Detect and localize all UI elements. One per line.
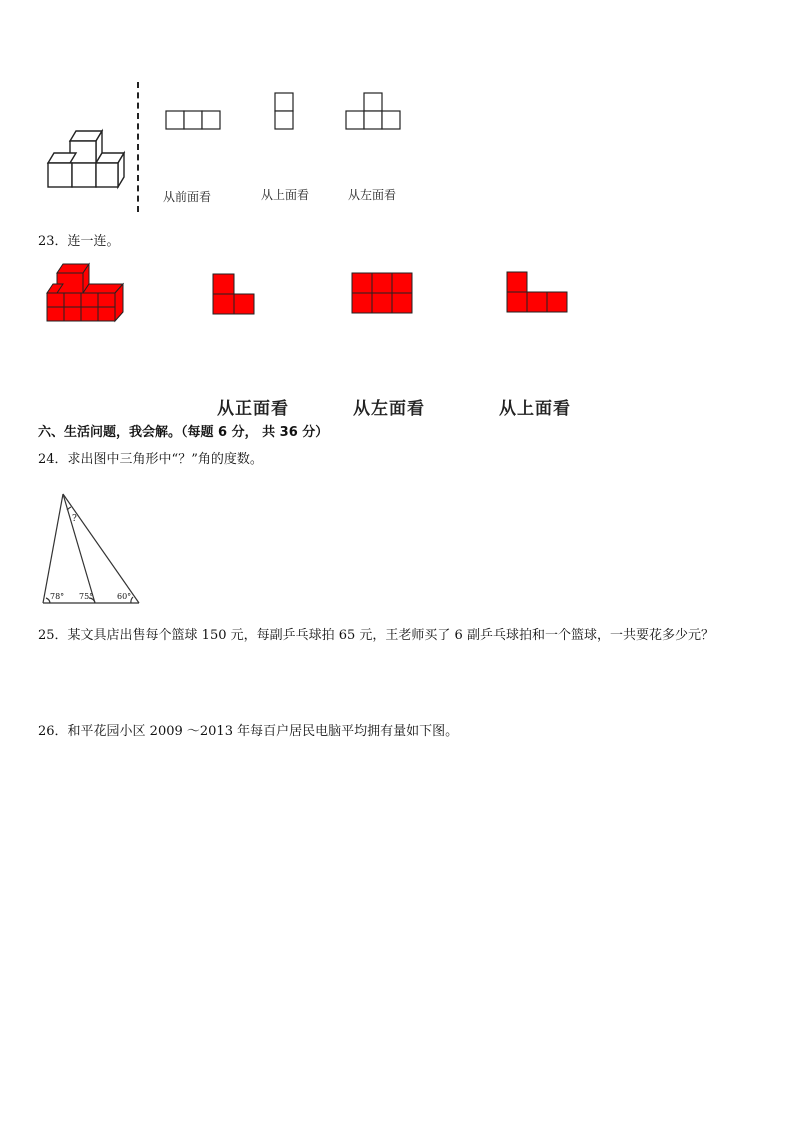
angle-label-75: 75° (79, 592, 94, 601)
question-24-prompt: 24．求出图中三角形中“？”角的度数。 (38, 452, 263, 467)
view-label-top: 从上面看 (261, 188, 310, 202)
top-view-drawing (274, 92, 296, 132)
question-26-prompt: 26．和平花园小区 2009 ～2013 年每百户居民电脑平均拥有量如下图。 (38, 724, 459, 739)
angle-label-60: 60° (117, 592, 132, 601)
red-cube-stack (45, 262, 130, 324)
option-top-view: 从上面看 (499, 399, 571, 419)
angle-unknown-mark: ? (72, 514, 77, 524)
red-view-a (212, 273, 257, 318)
question-23-prompt: 23．连一连。 (38, 234, 120, 249)
option-left-view: 从左面看 (353, 399, 425, 419)
red-view-c (506, 271, 570, 315)
angle-label-78: 78° (50, 592, 65, 601)
divider-dashed-line (137, 82, 139, 212)
cube-stack-figure (40, 125, 130, 195)
front-view-drawing (165, 110, 225, 132)
view-label-front: 从前面看 (163, 190, 212, 204)
section-6-title: 六、生活问题，我会解。（每题 6 分， 共 36 分） (38, 425, 329, 440)
left-view-drawing (345, 92, 405, 132)
view-label-left: 从左面看 (348, 188, 397, 202)
option-front-view: 从正面看 (217, 399, 289, 419)
red-view-b (351, 272, 413, 316)
question-25-prompt: 25．某文具店出售每个篮球 150 元，每副乒乓球拍 65 元，王老师买了 6 副乒乓球拍和一个篮球，一共要花多少元？ (38, 628, 714, 643)
